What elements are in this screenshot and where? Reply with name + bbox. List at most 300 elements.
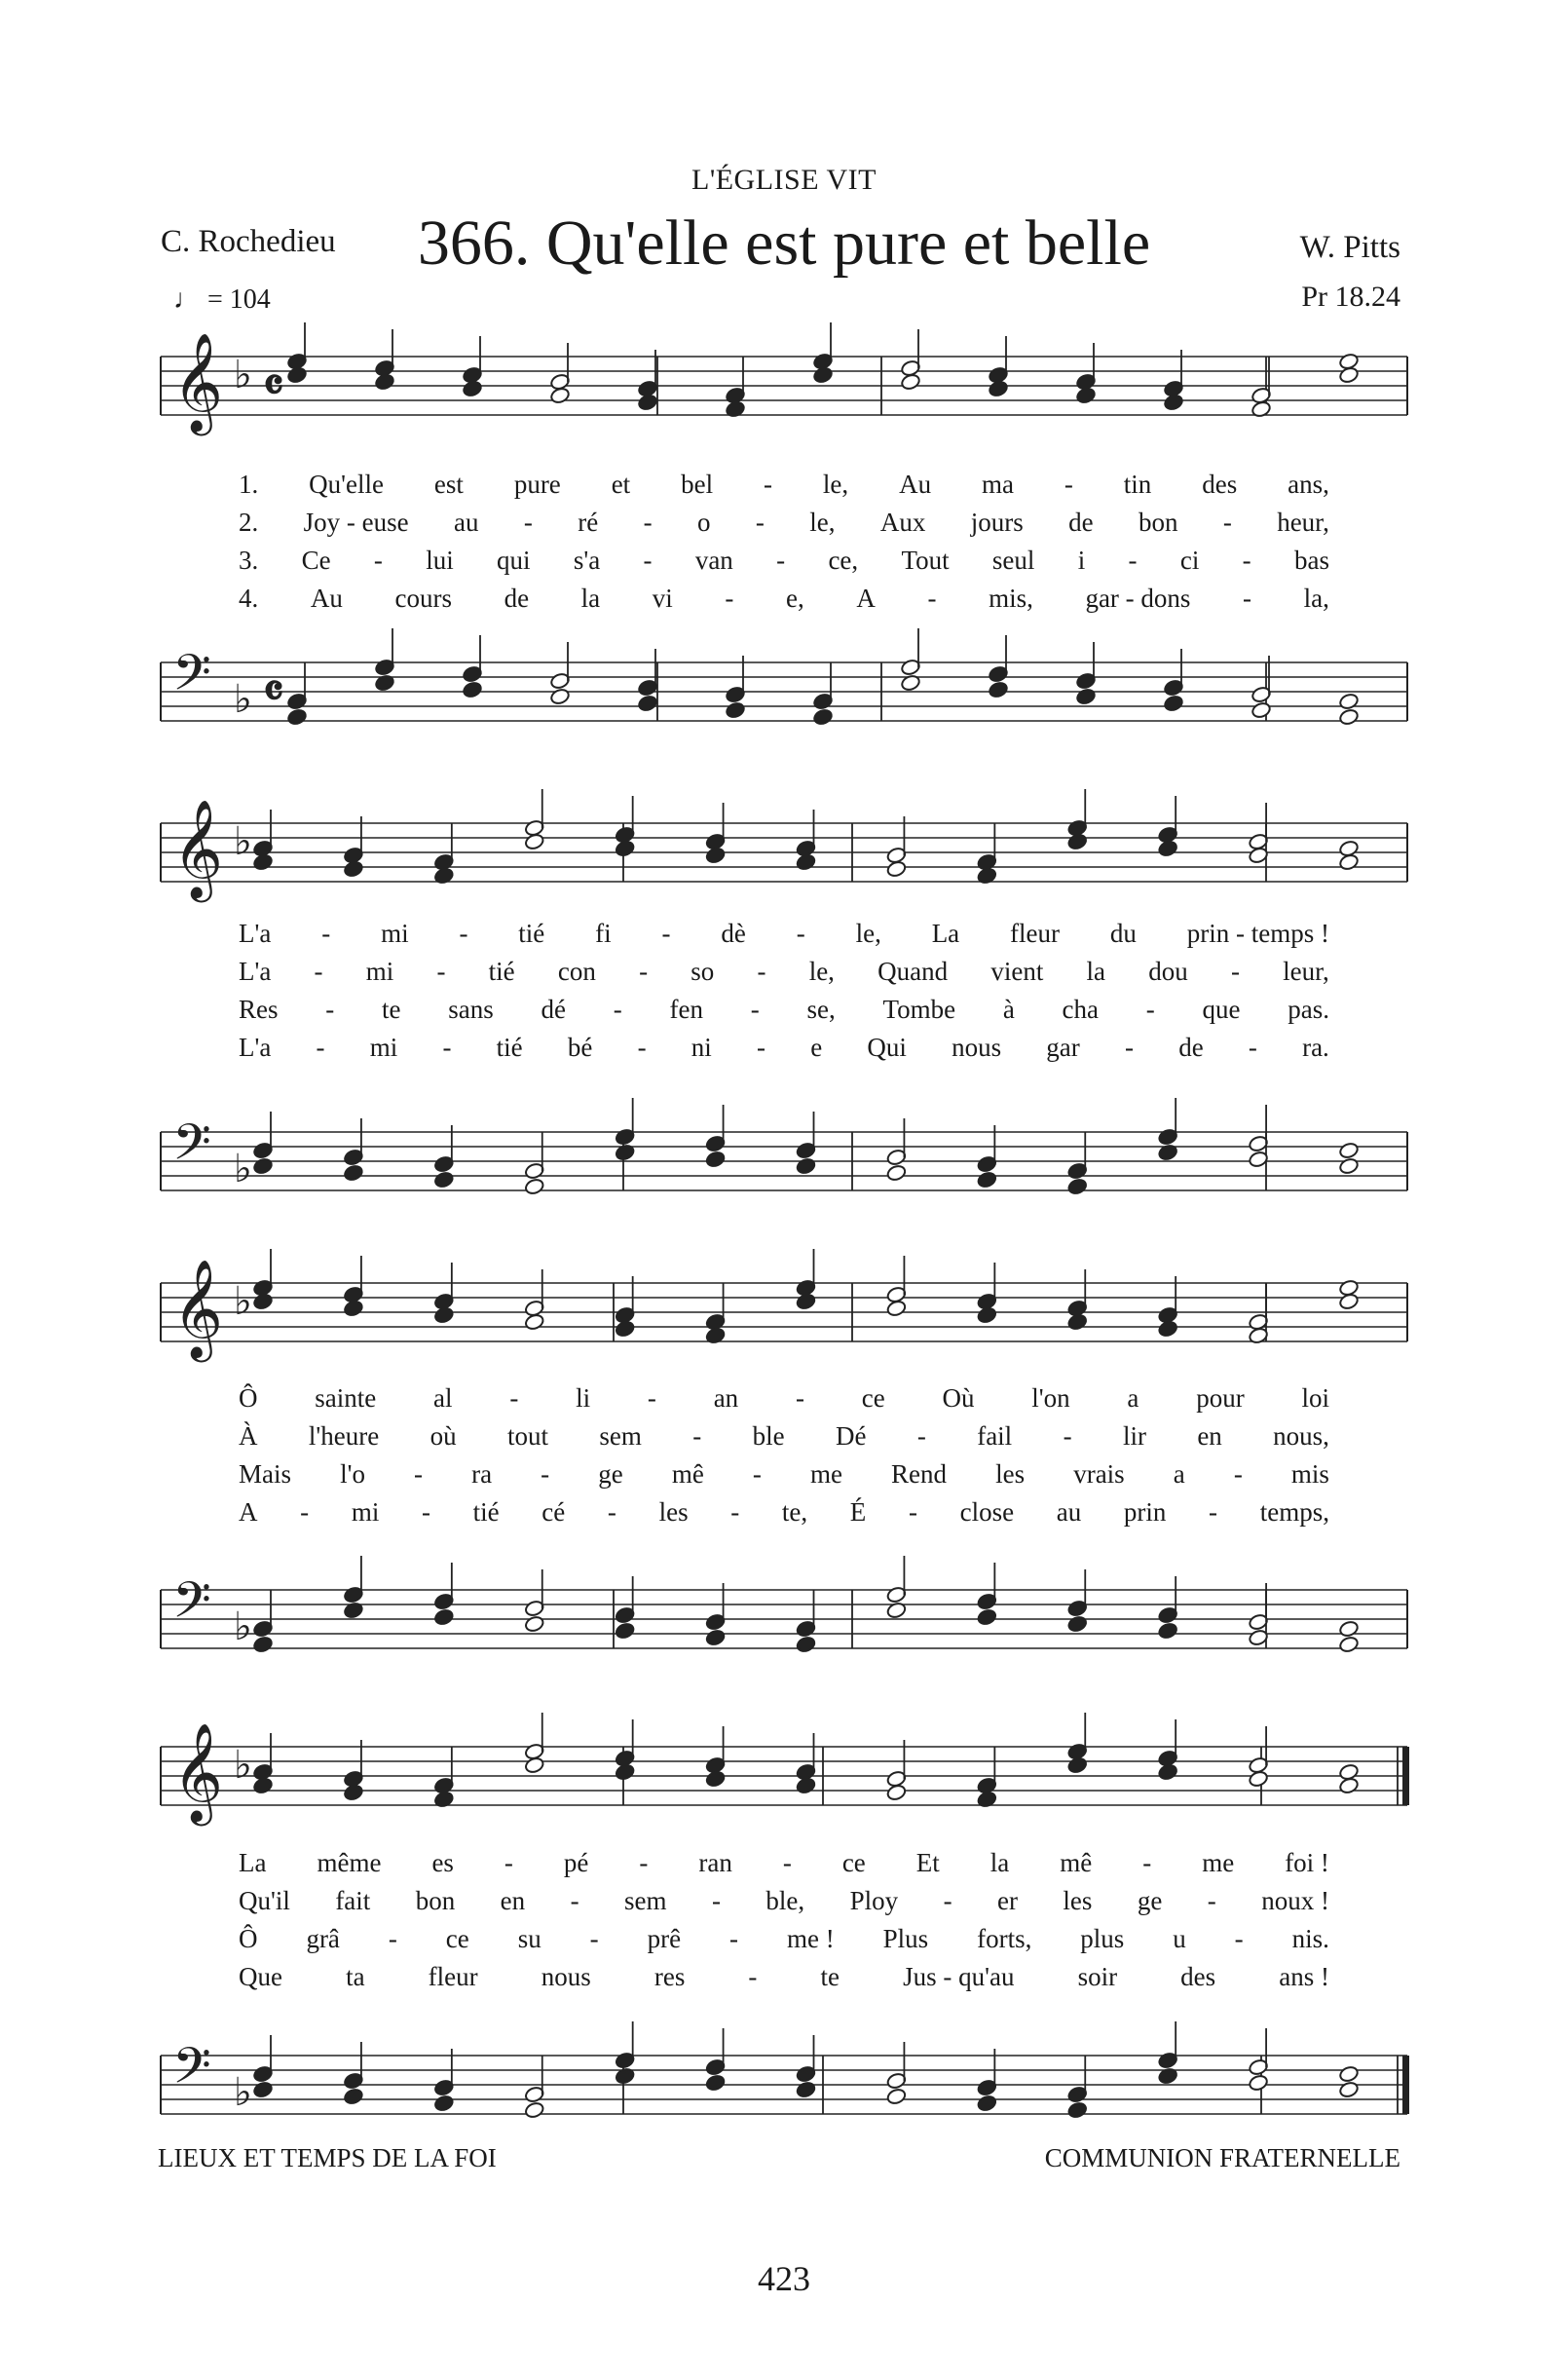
lyric-syllable: - <box>943 1886 952 1915</box>
lyric-syllable: e <box>810 1033 823 1062</box>
lyric-line <box>239 1924 1329 1954</box>
lyric-syllable: - <box>316 1033 325 1062</box>
note-head <box>1066 2101 1088 2120</box>
note-head <box>796 853 817 872</box>
note-head <box>886 1784 908 1802</box>
lyric-syllable: - <box>1230 957 1240 986</box>
lyric-syllable: ce <box>841 1848 866 1877</box>
lyric-syllable: - <box>643 508 653 537</box>
note-head <box>615 840 636 858</box>
lyric-syllable: a <box>1173 1459 1185 1489</box>
lyric-syllable: fleur <box>1010 919 1060 948</box>
lyric-syllable: la, <box>1303 584 1329 613</box>
lyric-syllable: 4. <box>239 584 259 613</box>
note-head <box>1338 1777 1360 1795</box>
note-head <box>252 1293 274 1311</box>
lyric-syllable: nous, <box>1273 1421 1329 1451</box>
bass-staff <box>161 1098 1407 1195</box>
key-signature-flat: ♭ <box>234 2070 252 2115</box>
lyric-syllable: ble, <box>765 1886 805 1915</box>
lyric-syllable: en <box>1197 1421 1222 1451</box>
lyric-syllable: - <box>764 470 773 499</box>
lyric-syllable: - <box>692 1421 702 1451</box>
lyric-syllable: - <box>756 1033 765 1062</box>
note-head <box>1338 1636 1360 1654</box>
lyric-syllable: - <box>637 1033 647 1062</box>
key-signature-flat: ♭ <box>234 1279 252 1324</box>
lyric-syllable: o <box>696 508 711 537</box>
note-head <box>1157 1320 1178 1339</box>
lyric-syllable: - <box>1233 1459 1243 1489</box>
lyric-syllable: la <box>989 1848 1010 1877</box>
note-head <box>343 860 364 879</box>
lyric-syllable: so <box>691 957 715 986</box>
lyric-syllable: sans <box>448 995 494 1024</box>
lyric-syllable: en <box>500 1886 526 1915</box>
lyric-syllable: des <box>1202 470 1238 499</box>
note-head <box>725 701 746 720</box>
lyric-syllable: res <box>653 1962 686 1991</box>
lyric-syllable: - <box>504 1848 513 1877</box>
lyric-syllable: Ce <box>301 546 331 575</box>
lyric-syllable: fleur <box>428 1962 478 1991</box>
lyric-syllable: - <box>1064 470 1073 499</box>
lyric-syllable: ans, <box>1288 470 1329 499</box>
lyric-syllable: - <box>523 508 533 537</box>
key-signature-flat: ♭ <box>234 677 252 722</box>
note-head <box>705 847 727 865</box>
lyric-syllable: ra. <box>1302 1033 1329 1062</box>
lyric-syllable: La <box>931 919 960 948</box>
lyric-line <box>239 957 1329 987</box>
lyric-syllable: me <box>809 1459 842 1489</box>
note-head <box>705 1151 727 1169</box>
lyric-syllable: i <box>1077 546 1086 575</box>
lyric-syllable: - <box>613 995 622 1024</box>
lyric-syllable: - <box>300 1497 310 1527</box>
lyric-line <box>239 1383 1329 1414</box>
lyric-syllable: dè <box>721 919 746 948</box>
lyric-syllable: fen <box>669 995 703 1024</box>
lyric-syllable: La <box>239 1848 267 1877</box>
note-head <box>1157 1622 1178 1641</box>
lyric-syllable: Qu'il <box>239 1886 290 1915</box>
lyric-syllable: - <box>725 584 734 613</box>
note-head <box>637 394 658 412</box>
lyric-syllable: - <box>414 1459 424 1489</box>
note-head <box>1066 1615 1088 1634</box>
lyric-syllable: la <box>1086 957 1106 986</box>
lyric-syllable: - <box>908 1497 917 1527</box>
footer-category: LIEUX ET TEMPS DE LA FOI <box>158 2143 497 2172</box>
lyric-syllable: dou <box>1148 957 1188 986</box>
lyric-syllable: jours <box>970 508 1024 537</box>
lyric-syllable: Res <box>239 995 279 1024</box>
lyric-syllable: - <box>321 919 331 948</box>
lyric-syllable: dé <box>541 995 566 1024</box>
note-head <box>549 387 571 405</box>
bass-staff <box>161 2021 1409 2119</box>
lyric-line <box>239 995 1329 1025</box>
note-head <box>796 1293 817 1311</box>
lyric-syllable: bon <box>415 1886 456 1915</box>
lyric-syllable: loi <box>1301 1383 1329 1413</box>
lyric-syllable: Dé <box>835 1421 867 1451</box>
lyric-syllable: tout <box>506 1421 548 1451</box>
treble-clef: 𝄞 <box>172 1721 224 1822</box>
lyric-syllable: - <box>639 1848 649 1877</box>
note-head <box>812 366 834 385</box>
lyric-syllable: les <box>658 1497 689 1527</box>
lyric-syllable: mi <box>381 919 409 948</box>
note-head <box>524 1313 545 1332</box>
lyric-syllable: ble <box>752 1421 785 1451</box>
note-head <box>615 1320 636 1339</box>
note-head <box>524 833 545 851</box>
lyric-syllable: que <box>1202 995 1241 1024</box>
composer-name: C. Rochedieu <box>161 224 336 259</box>
lyric-syllable: l'heure <box>308 1421 380 1451</box>
lyric-syllable: les <box>995 1459 1026 1489</box>
lyric-syllable: - <box>748 1962 758 1991</box>
treble-clef: 𝄞 <box>172 1258 224 1358</box>
lyric-syllable: prin - temps ! <box>1186 919 1329 948</box>
note-head <box>796 2081 817 2099</box>
lyric-syllable: cours <box>394 584 452 613</box>
lyric-line <box>239 584 1329 614</box>
lyric-syllable: - <box>927 584 937 613</box>
lyric-syllable: bon <box>1138 508 1178 537</box>
lyric-syllable: - <box>661 919 671 948</box>
lyric-line <box>239 1033 1329 1063</box>
note-head <box>252 1636 274 1654</box>
note-head <box>252 1157 274 1176</box>
lyric-syllable: - <box>757 957 766 986</box>
lyric-syllable: ni <box>691 1033 712 1062</box>
lyric-syllable: - <box>643 546 653 575</box>
lyric-syllable: pé <box>563 1848 589 1877</box>
lyric-syllable: close <box>959 1497 1015 1527</box>
lyric-syllable: - <box>541 1459 550 1489</box>
note-head <box>1075 387 1097 405</box>
note-head <box>1066 1756 1088 1775</box>
lyric-syllable: - <box>1222 508 1232 537</box>
lyric-syllable: - <box>729 1924 739 1953</box>
final-barline-thick <box>1402 2056 1409 2114</box>
lyric-syllable: temps, <box>1259 1497 1329 1527</box>
note-head <box>1338 1142 1360 1160</box>
lyric-syllable: 2. <box>239 508 259 537</box>
lyric-syllable: a <box>1127 1383 1139 1413</box>
lyric-syllable: - <box>421 1497 430 1527</box>
note-head <box>252 1777 274 1795</box>
lyric-syllable: Mais <box>239 1459 291 1489</box>
lyric-syllable: mê <box>1060 1848 1093 1877</box>
note-head <box>796 1157 817 1176</box>
note-head <box>524 1178 545 1196</box>
lyric-syllable: - <box>752 1459 762 1489</box>
note-head <box>462 380 483 398</box>
lyric-syllable: foi ! <box>1285 1848 1329 1877</box>
lyric-syllable: forts, <box>977 1924 1032 1953</box>
note-head <box>549 688 571 706</box>
treble-staff <box>161 322 1407 436</box>
lyric-syllable: u <box>1173 1924 1186 1953</box>
note-head <box>1251 701 1272 720</box>
scripture-reference: Pr 18.24 <box>1301 281 1400 313</box>
lyric-syllable: Rend <box>891 1459 948 1489</box>
lyric-syllable: et <box>611 470 631 499</box>
note-head <box>705 1770 727 1789</box>
key-signature-flat: ♭ <box>234 1147 252 1191</box>
lyric-syllable: - <box>795 1383 804 1413</box>
lyric-syllable: Au <box>899 470 932 499</box>
lyric-syllable: au <box>453 508 479 537</box>
lyric-syllable: - <box>388 1924 397 1953</box>
lyric-syllable: ans ! <box>1279 1962 1329 1991</box>
lyric-syllable: l'on <box>1031 1383 1070 1413</box>
lyric-syllable: 3. <box>239 546 259 575</box>
lyric-syllable: mis <box>1290 1459 1329 1489</box>
lyric-syllable: à <box>1002 995 1015 1024</box>
bass-clef: 𝄢 <box>172 1113 211 1184</box>
note-head <box>286 708 308 727</box>
note-head <box>433 1306 455 1325</box>
note-head <box>796 1777 817 1795</box>
note-head <box>796 1636 817 1654</box>
lyric-syllable: nis. <box>1291 1924 1329 1953</box>
lyric-syllable: ce <box>445 1924 469 1953</box>
note-head <box>988 681 1009 699</box>
note-head <box>1338 1620 1360 1639</box>
note-head <box>886 2088 908 2106</box>
lyric-syllable: soir <box>1077 1962 1118 1991</box>
note-head <box>1066 833 1088 851</box>
lyric-syllable: gar - dons <box>1085 584 1191 613</box>
lyric-line <box>239 1886 1329 1916</box>
lyric-syllable: le, <box>808 957 835 986</box>
lyric-syllable: tié <box>518 919 545 948</box>
lyric-syllable: Et <box>915 1848 940 1877</box>
note-head <box>1248 2074 1269 2093</box>
note-head <box>705 1629 727 1647</box>
note-head <box>615 1763 636 1782</box>
lyric-syllable: - <box>1128 546 1138 575</box>
lyric-syllable: - <box>755 508 765 537</box>
lyric-syllable: me ! <box>786 1924 835 1953</box>
lyric-syllable: au <box>1056 1497 1082 1527</box>
note-head <box>1338 2081 1360 2099</box>
note-head <box>252 853 274 872</box>
bass-clef: 𝄢 <box>172 1570 211 1642</box>
treble-staff <box>161 1249 1407 1363</box>
lyric-syllable: mê <box>671 1459 704 1489</box>
note-head <box>433 2095 455 2113</box>
lyric-syllable: Tout <box>901 546 950 575</box>
lyric-syllable: prin <box>1123 1497 1167 1527</box>
lyric-syllable: ci <box>1179 546 1200 575</box>
time-signature: 𝄴 <box>263 359 284 413</box>
lyric-syllable: est <box>433 470 464 499</box>
lyric-syllable: - <box>916 1421 926 1451</box>
lyric-syllable: ma <box>981 470 1014 499</box>
lyric-syllable: - <box>1145 995 1155 1024</box>
note-head <box>462 681 483 699</box>
lyric-syllable: ra <box>471 1459 493 1489</box>
lyric-syllable: fail <box>977 1421 1013 1451</box>
note-head <box>988 380 1009 398</box>
lyric-syllable: le, <box>822 470 849 499</box>
page-number: 423 <box>758 2259 810 2298</box>
lyric-syllable: gar <box>1046 1033 1080 1062</box>
note-head <box>343 1300 364 1318</box>
lyric-syllable: - <box>589 1924 599 1953</box>
lyric-syllable: prê <box>647 1924 682 1953</box>
note-head <box>1338 366 1360 385</box>
final-barline-thick <box>1402 1747 1409 1805</box>
lyric-syllable: Plus <box>882 1924 929 1953</box>
lyric-syllable: noux ! <box>1261 1886 1329 1915</box>
note-head <box>1157 840 1178 858</box>
lyric-syllable: con <box>557 957 596 986</box>
lyric-syllable: Tombe <box>882 995 956 1024</box>
lyric-syllable: ta <box>346 1962 365 1991</box>
lyric-syllable: - <box>442 1033 452 1062</box>
lyric-line <box>239 1962 1329 1992</box>
lyric-syllable: van <box>694 546 733 575</box>
note-head <box>886 1300 908 1318</box>
lyric-syllable: - <box>1242 546 1251 575</box>
lyric-syllable: À <box>239 1421 258 1451</box>
lyric-syllable: les <box>1063 1886 1093 1915</box>
note-head <box>1338 693 1360 711</box>
section-heading: L'ÉGLISE VIT <box>691 164 877 196</box>
lyric-syllable: tié <box>472 1497 500 1527</box>
lyric-syllable: mi <box>365 957 394 986</box>
lyric-syllable: pure <box>513 470 561 499</box>
lyric-syllable: ran <box>698 1848 732 1877</box>
lyric-syllable: l'o <box>340 1459 365 1489</box>
lyric-syllable: ge <box>1137 1886 1163 1915</box>
lyric-syllable: ce, <box>828 546 859 575</box>
lyric-syllable: Ô <box>239 1924 258 1953</box>
note-head <box>637 695 658 713</box>
lyric-syllable: me <box>1202 1848 1235 1877</box>
lyric-syllable: - <box>1207 1886 1216 1915</box>
lyric-syllable: - <box>607 1497 616 1527</box>
lyric-syllable: pas. <box>1288 995 1329 1024</box>
lyric-line <box>239 1848 1329 1878</box>
lyric-syllable: - <box>1063 1421 1072 1451</box>
lyric-syllable: - <box>776 546 786 575</box>
lyric-line <box>239 470 1329 500</box>
lyric-syllable: des <box>1180 1962 1216 1991</box>
lyric-syllable: su <box>517 1924 541 1953</box>
note-head <box>977 2095 998 2113</box>
lyric-syllable: 1. <box>239 470 259 499</box>
lyric-syllable: - <box>1248 1033 1257 1062</box>
note-head <box>524 1615 545 1634</box>
lyric-syllable: qui <box>497 546 531 575</box>
lyric-syllable: ge <box>598 1459 623 1489</box>
note-head <box>1066 1313 1088 1332</box>
note-head <box>343 1784 364 1802</box>
note-head <box>1157 1763 1178 1782</box>
note-head <box>1066 1178 1088 1196</box>
lyric-syllable: le, <box>855 919 881 948</box>
lyric-syllable: fait <box>335 1886 371 1915</box>
lyric-syllable: - <box>459 919 468 948</box>
treble-staff <box>161 1713 1409 1827</box>
lyric-syllable: Aux <box>879 508 926 537</box>
lyric-syllable: Qui <box>867 1033 907 1062</box>
key-signature-flat: ♭ <box>234 819 252 864</box>
lyric-syllable: la <box>580 584 601 613</box>
lyric-syllable: où <box>429 1421 457 1451</box>
lyric-syllable: - <box>711 1886 721 1915</box>
key-signature-flat: ♭ <box>234 1743 252 1788</box>
note-head <box>705 2074 727 2093</box>
lyric-syllable: an <box>713 1383 739 1413</box>
lyric-syllable: - <box>1209 1497 1218 1527</box>
lyric-syllable: tié <box>496 1033 523 1062</box>
lyric-syllable: es <box>431 1848 454 1877</box>
lyric-syllable: nous <box>952 1033 1002 1062</box>
lyric-syllable: - <box>570 1886 579 1915</box>
lyric-syllable: du <box>1109 919 1137 948</box>
lyric-syllable: Qu'elle <box>309 470 384 499</box>
lyric-syllable: Joy - euse <box>303 508 409 537</box>
tempo-marking: ♩ = 104 <box>173 284 271 315</box>
lyric-syllable: - <box>1243 584 1252 613</box>
lyric-syllable: de <box>1178 1033 1204 1062</box>
lyric-syllable: - <box>325 995 335 1024</box>
lyric-syllable: - <box>639 957 649 986</box>
lyric-syllable: Ploy <box>849 1886 899 1915</box>
note-head <box>1338 1157 1360 1176</box>
lyric-syllable: fi <box>595 919 612 948</box>
bass-clef: 𝄢 <box>172 2036 211 2107</box>
lyric-syllable: plus <box>1080 1924 1125 1953</box>
note-head <box>374 373 395 392</box>
lyric-syllable: A <box>856 584 876 613</box>
note-head <box>286 366 308 385</box>
lyric-syllable: É <box>849 1497 867 1527</box>
lyric-syllable: pour <box>1196 1383 1245 1413</box>
lyric-syllable: vrais <box>1073 1459 1125 1489</box>
note-head <box>1338 1293 1360 1311</box>
note-head <box>524 2101 545 2120</box>
lyric-syllable: te, <box>781 1497 808 1527</box>
note-head <box>1248 1770 1269 1789</box>
note-head <box>977 1171 998 1189</box>
lyric-syllable: se, <box>806 995 836 1024</box>
note-head <box>977 1306 998 1325</box>
lyric-syllable: L'a <box>239 1033 272 1062</box>
lyric-syllable: li <box>576 1383 591 1413</box>
lyric-syllable: seul <box>991 546 1035 575</box>
lyric-syllable: Que <box>239 1962 282 1991</box>
lyric-syllable: cé <box>541 1497 566 1527</box>
lyric-syllable: - <box>1142 1848 1152 1877</box>
note-head <box>886 860 908 879</box>
lyric-syllable: e, <box>786 584 804 613</box>
lyric-syllable: L'a <box>239 919 272 948</box>
lyric-syllable: mis, <box>989 584 1033 613</box>
lyric-syllable: - <box>436 957 446 986</box>
lyric-line <box>239 508 1329 538</box>
lyric-syllable: bas <box>1293 546 1329 575</box>
